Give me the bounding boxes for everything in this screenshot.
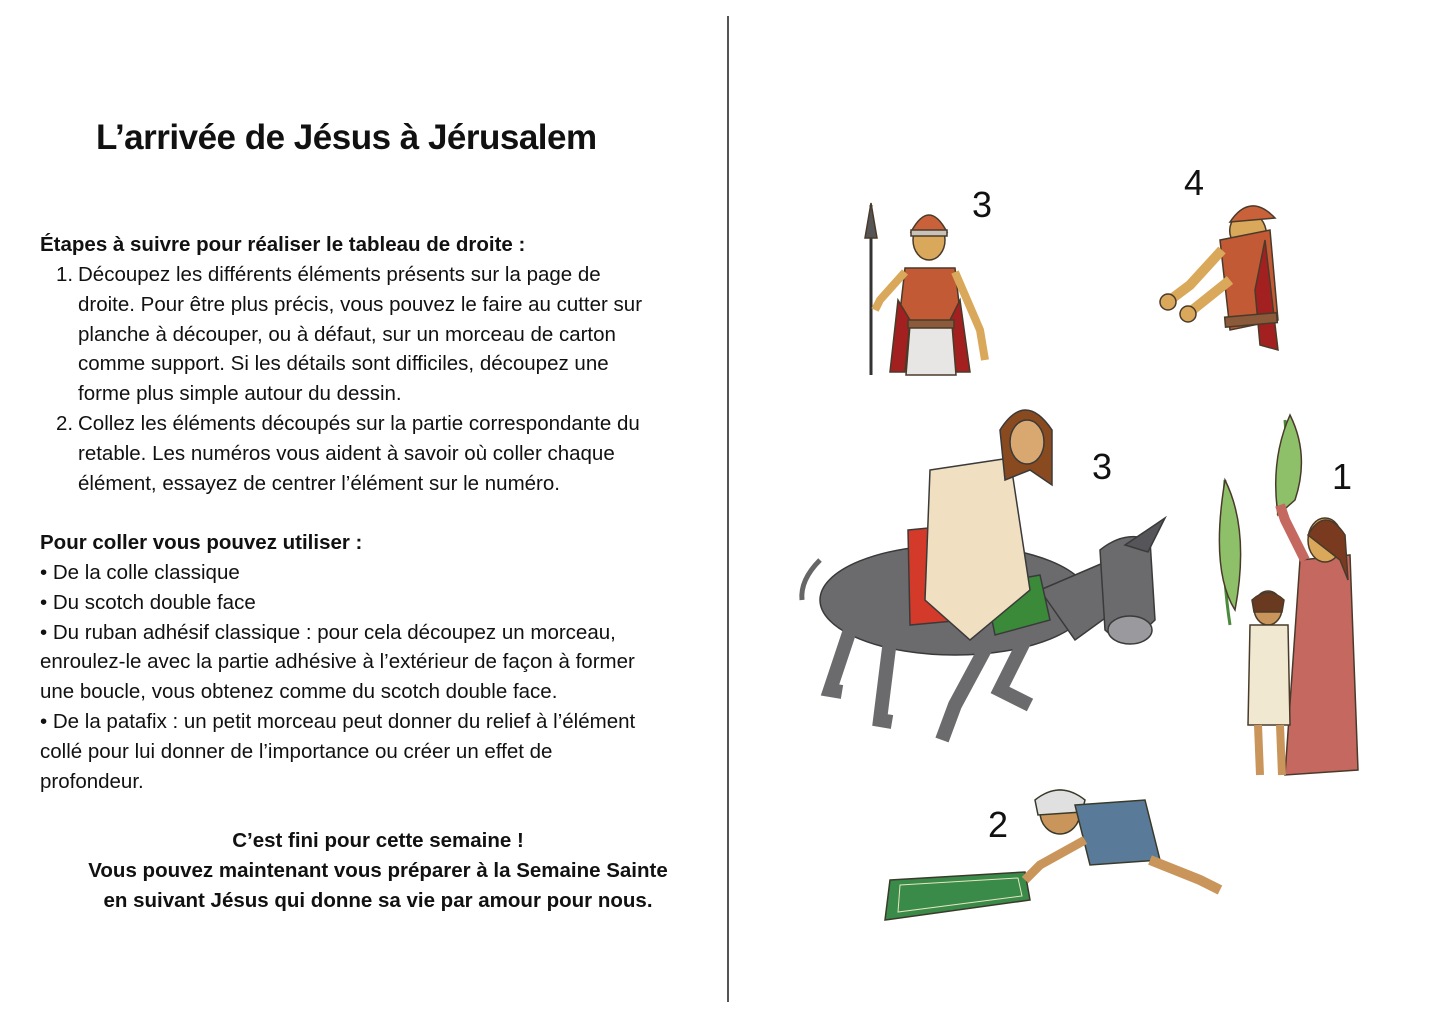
step-1-line: forme plus simple autour du dessin. (78, 382, 402, 406)
glue-line: collé pour lui donner de l’importance ou créer un effet de (40, 739, 553, 763)
label-jesus-donkey: 3 (1092, 446, 1113, 487)
closing-line: en suivant Jésus qui donne sa vie par amour pour nous. (103, 888, 653, 912)
closing-line: C’est fini pour cette semaine ! (232, 829, 524, 852)
glue-line: enroulez-le avec la partie adhésive à l’extérieur de façon à former (40, 650, 635, 674)
step-1-number: 1. (56, 263, 74, 286)
soldier-standing-illustration (865, 203, 985, 375)
glue-line: • Du scotch double face (40, 590, 256, 614)
label-soldier-standing: 3 (972, 184, 993, 225)
cutout-illustrations (730, 0, 1448, 1024)
cutout-page (730, 0, 1448, 1024)
label-soldier-bending: 4 (1184, 162, 1205, 203)
step-2-line: Collez les éléments découpés sur la partie correspondante du (78, 412, 640, 435)
label-man-carpet: 2 (988, 804, 1009, 845)
glue-line: • De la patafix : un petit morceau peut donner du relief à l’élément (40, 709, 636, 733)
step-2 (56, 409, 640, 498)
step-1-line: planche à découper, ou à défaut, sur un morceau de carton (78, 322, 616, 346)
steps-heading: Étapes à suivre pour réaliser le tableau de droite : (40, 233, 526, 256)
step-2-line: élément, essayez de centrer l’élément sur le numéro. (78, 471, 560, 495)
step-1-line: Découpez les différents éléments présents sur la page de (78, 263, 601, 286)
closing-message (40, 826, 716, 915)
label-woman-child: 1 (1332, 456, 1353, 497)
glue-heading: Pour coller vous pouvez utiliser : (40, 531, 363, 554)
page-divider (727, 16, 729, 1002)
step-2-line: retable. Les numéros vous aident à savoir où coller chaque (78, 441, 615, 465)
glue-line: • De la colle classique (40, 561, 240, 584)
step-1 (56, 260, 642, 409)
step-2-number: 2. (56, 412, 74, 435)
glue-list (40, 558, 635, 796)
glue-line: une boucle, vous obtenez comme du scotch double face. (40, 680, 558, 704)
step-1-line: comme support. Si les détails sont difficiles, découpez une (78, 352, 609, 376)
closing-line: Vous pouvez maintenant vous préparer à la Semaine Sainte (88, 858, 668, 882)
glue-line: • Du ruban adhésif classique : pour cela découpez un morceau, (40, 620, 616, 644)
glue-line: profondeur. (40, 769, 144, 793)
soldier-bending-illustration (1160, 206, 1278, 350)
man-carpet-illustration (885, 790, 1220, 920)
page-title: L’arrivée de Jésus à Jérusalem (96, 118, 597, 157)
step-1-line: droite. Pour être plus précis, vous pouvez le faire au cutter sur (78, 292, 643, 316)
